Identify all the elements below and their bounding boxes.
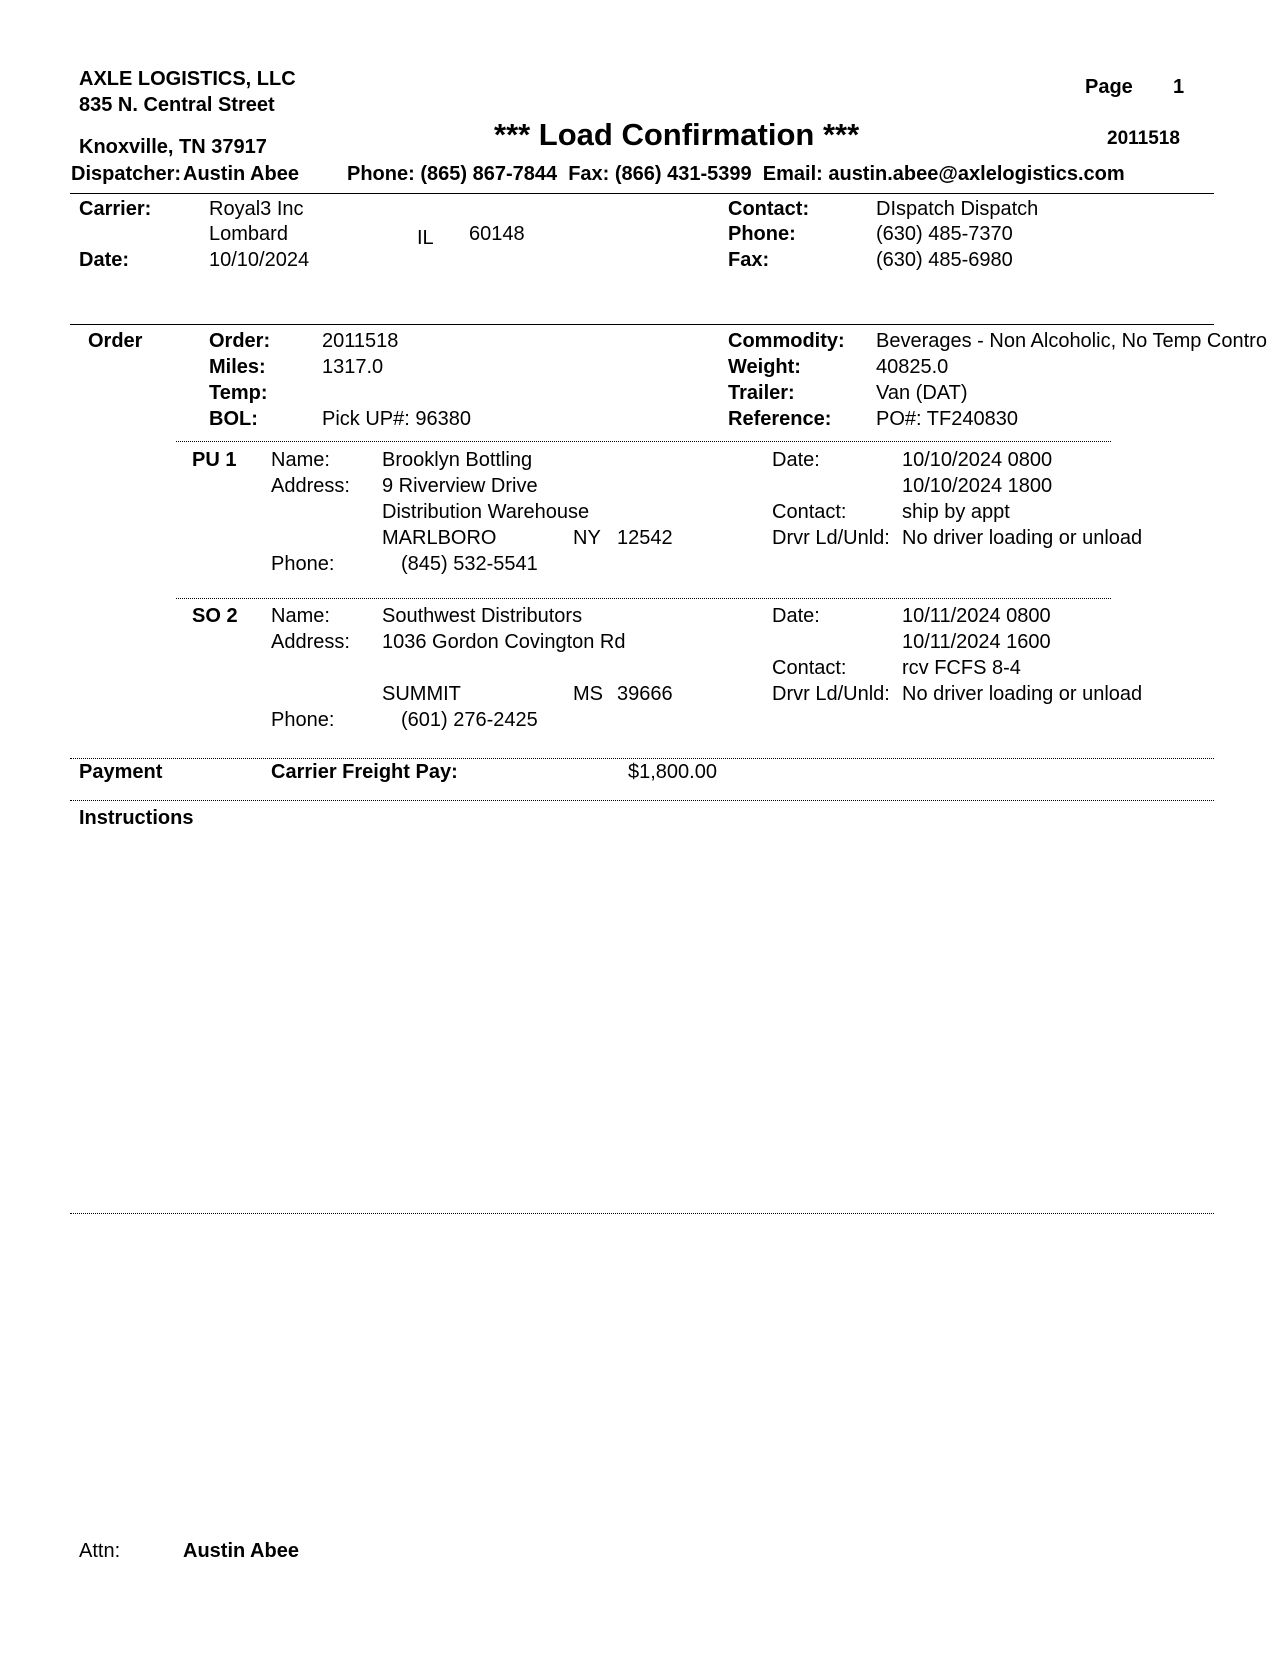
stop-name: Southwest Distributors [382,605,583,627]
phone-label: Phone: [728,223,796,245]
stop-code: PU 1 [192,449,237,471]
weight-label: Weight: [728,356,801,378]
stop-drvr: No driver loading or unload [902,683,1143,705]
stop-contact-label: Contact: [772,501,847,523]
dispatcher-contact-line: Phone: (865) 867-7844 Fax: (866) 431-5399 Email: austin.abee@axlelogistics.com [347,163,1125,185]
weight-value: 40825.0 [876,356,949,378]
page-number: 1 [1173,76,1185,98]
order-section-label: Order [88,330,143,352]
payment-section-label: Payment [79,761,163,783]
stop-date-label: Date: [772,605,820,627]
stop-city: SUMMIT [382,683,461,705]
stop-name-label: Name: [271,605,330,627]
phone-value: (630) 485-7370 [876,223,1013,245]
stop-phone-label: Phone: [271,553,335,575]
trailer-label: Trailer: [728,382,795,404]
stop-drvr-label: Drvr Ld/Unld: [772,527,890,549]
divider [70,800,1214,801]
divider [176,441,1111,442]
stop-drvr: No driver loading or unload [902,527,1143,549]
carrier-name: Royal3 Inc [209,198,304,220]
attn-label: Attn: [79,1540,121,1562]
stop-contact-label: Contact: [772,657,847,679]
stop-state: NY [573,527,601,549]
stop-phone: (845) 532-5541 [401,553,538,575]
bol-label: BOL: [209,408,258,430]
carrier-state: IL [417,227,434,249]
company-city-state-zip: Knoxville, TN 37917 [79,136,267,158]
stop-city: MARLBORO [382,527,497,549]
fax-value: (630) 485-6980 [876,249,1013,271]
divider [176,598,1111,599]
load-number: 2011518 [1107,128,1180,149]
divider [70,758,1214,759]
stop-address1: 1036 Gordon Covington Rd [382,631,626,653]
carrier-zip: 60148 [469,223,525,245]
stop-state: MS [573,683,603,705]
stop-contact: rcv FCFS 8-4 [902,657,1021,679]
stop-zip: 12542 [617,527,673,549]
reference-label: Reference: [728,408,832,430]
contact-value: DIspatch Dispatch [876,198,1039,220]
stop-date1: 10/11/2024 0800 [902,605,1051,627]
page-label: Page [1085,76,1133,98]
dispatcher-name: Austin Abee [183,163,299,185]
attn-name: Austin Abee [183,1540,299,1562]
bol-value: Pick UP#: 96380 [322,408,471,430]
carrier-label: Carrier: [79,198,152,220]
stop-date1: 10/10/2024 0800 [902,449,1053,471]
divider [70,1213,1214,1214]
fax-label: Fax: [728,249,770,271]
commodity-value: Beverages - Non Alcoholic, No Temp Contro [876,331,1267,351]
stop-address-label: Address: [271,475,350,497]
company-street: 835 N. Central Street [79,94,275,116]
divider [70,324,1214,325]
dispatcher-label: Dispatcher: [71,163,182,185]
order-label: Order: [209,330,271,352]
divider [70,193,1214,194]
stop-address2: Distribution Warehouse [382,501,590,523]
miles-label: Miles: [209,356,266,378]
stop-date2: 10/10/2024 1800 [902,475,1053,497]
trailer-value: Van (DAT) [876,382,968,404]
instructions-label: Instructions [79,807,194,829]
stop-name-label: Name: [271,449,330,471]
carrier-freight-pay-amount: $1,800.00 [628,761,717,783]
stop-zip: 39666 [617,683,673,705]
company-name: AXLE LOGISTICS, LLC [79,68,296,90]
stop-date-label: Date: [772,449,820,471]
order-value: 2011518 [322,330,399,352]
temp-label: Temp: [209,382,268,404]
carrier-freight-pay-label: Carrier Freight Pay: [271,761,458,783]
reference-value: PO#: TF240830 [876,408,1018,430]
date-value: 10/10/2024 [209,249,310,271]
stop-phone-label: Phone: [271,709,335,731]
stop-code: SO 2 [192,605,238,627]
stop-address1: 9 Riverview Drive [382,475,538,497]
stop-date2: 10/11/2024 1600 [902,631,1051,653]
page-title: *** Load Confirmation *** [494,117,860,152]
stop-phone: (601) 276-2425 [401,709,538,731]
miles-value: 1317.0 [322,356,384,378]
stop-name: Brooklyn Bottling [382,449,533,471]
carrier-city: Lombard [209,223,288,245]
stop-contact: ship by appt [902,501,1010,523]
stop-address-label: Address: [271,631,350,653]
contact-label: Contact: [728,198,810,220]
commodity-label: Commodity: [728,330,845,352]
stop-drvr-label: Drvr Ld/Unld: [772,683,890,705]
date-label: Date: [79,249,130,271]
